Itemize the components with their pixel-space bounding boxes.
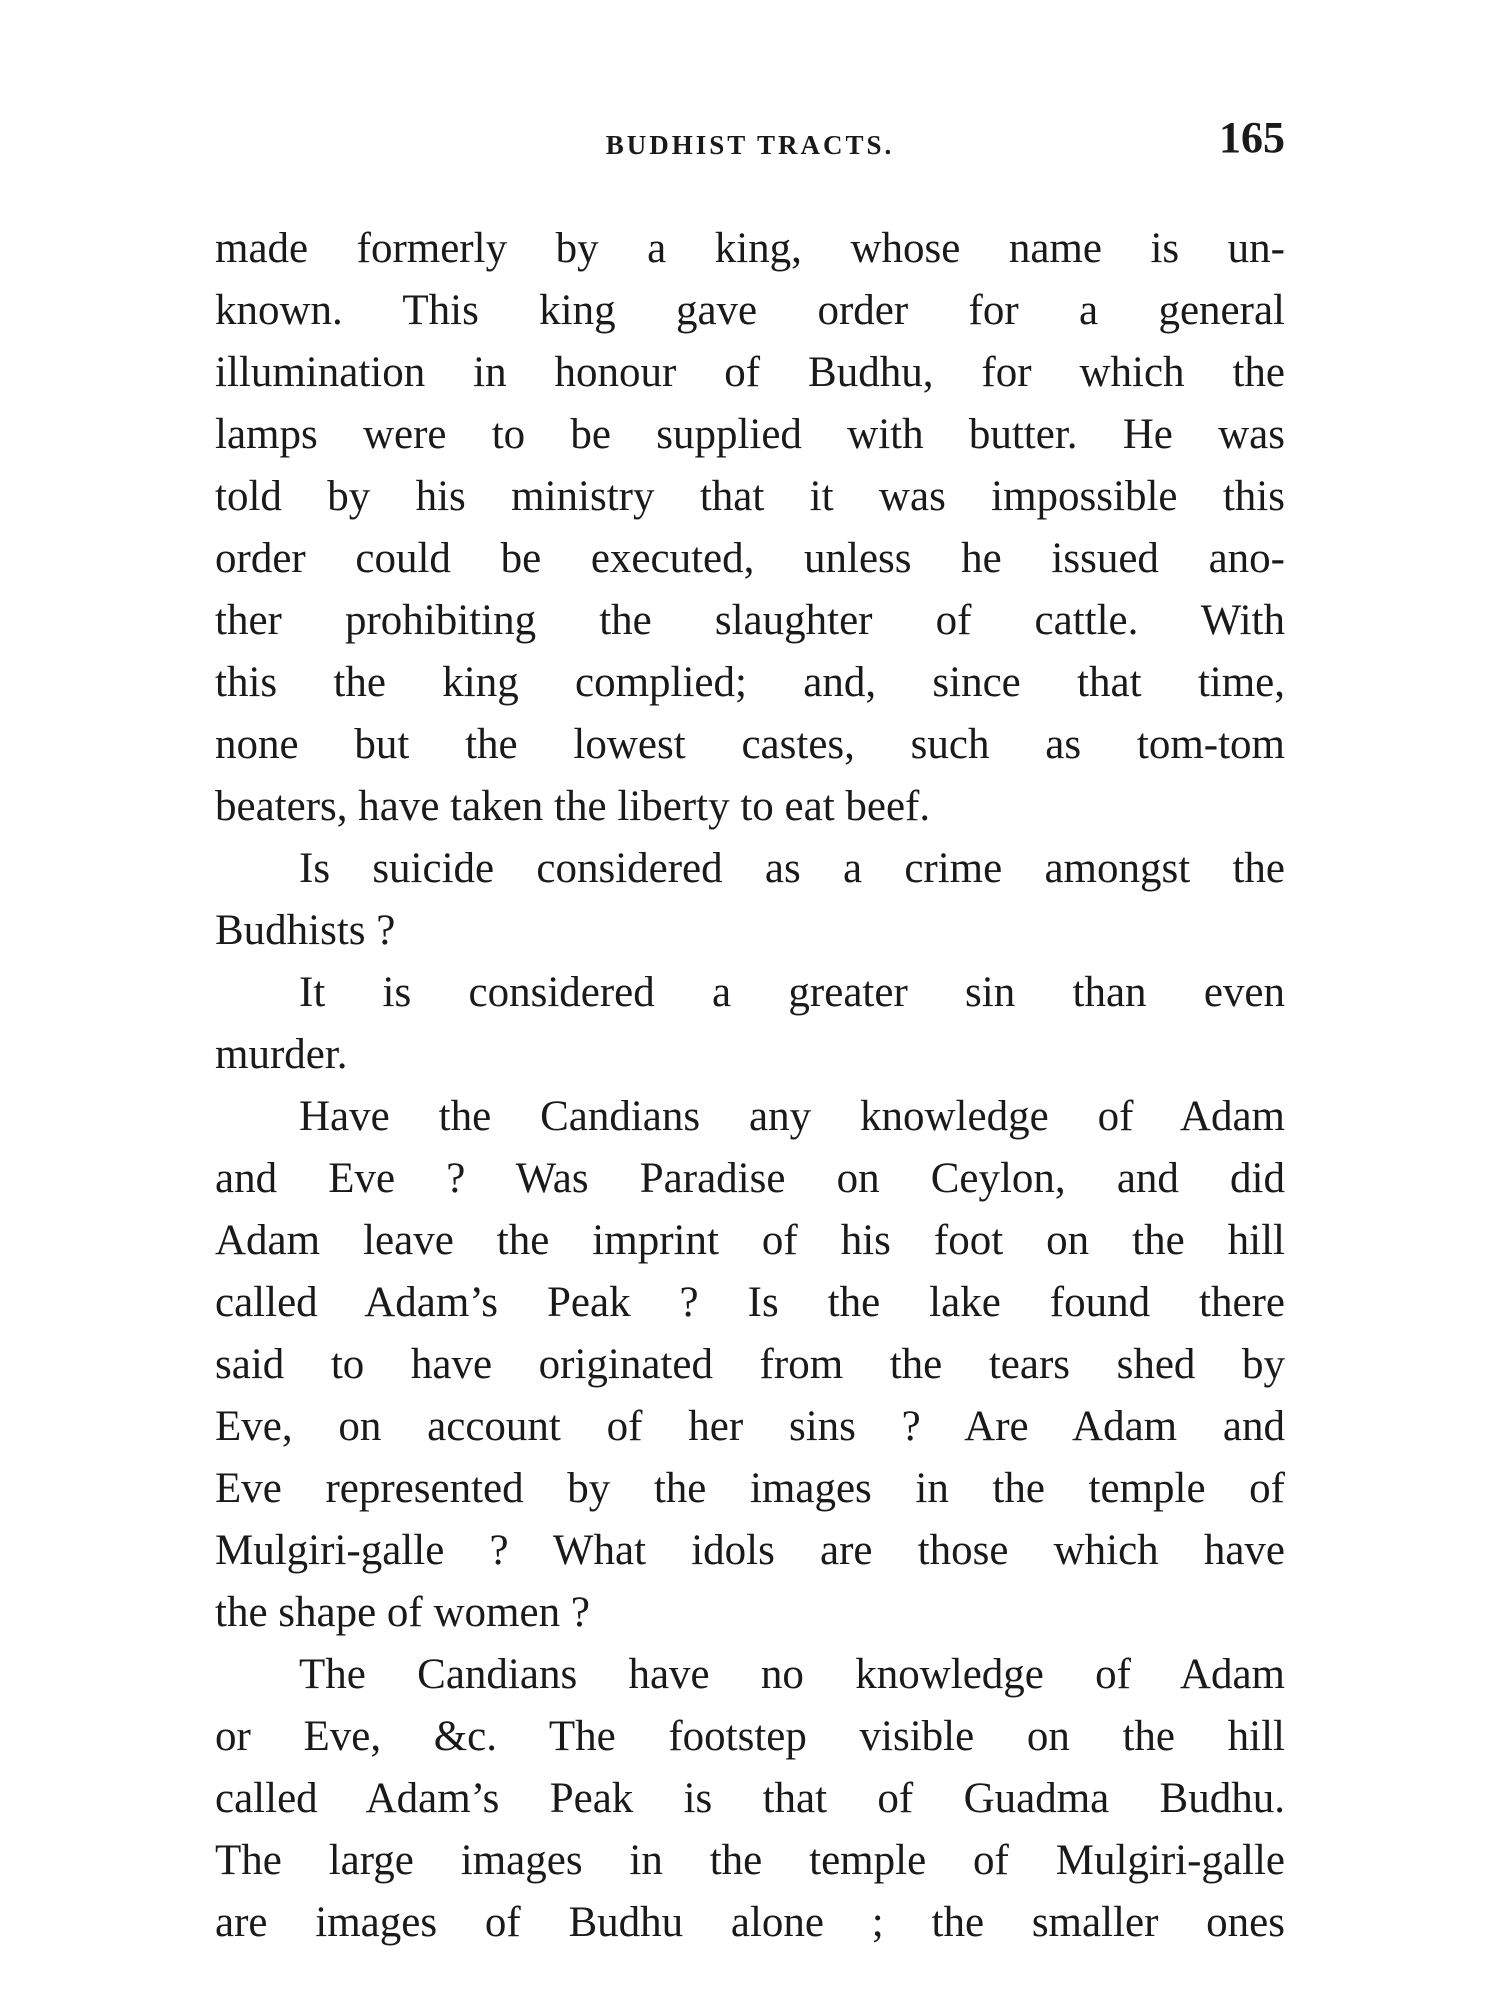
answer-line: or Eve, &c. The footstep visible on the hill: [215, 1713, 1285, 1760]
question-line: and Eve ? Was Paradise on Ceylon, and did: [215, 1155, 1285, 1202]
answer-line: are images of Budhu alone ; the smaller ones: [215, 1899, 1285, 1946]
question-line: said to have originated from the tears shed by: [215, 1341, 1285, 1388]
body-text: [215, 218, 1285, 1954]
question-line: the shape of women ?: [215, 1589, 590, 1636]
question-line: Budhists ?: [215, 907, 396, 954]
text-line: told by his ministry that it was impossible this: [215, 473, 1285, 520]
text-line: this the king complied; and, since that time,: [215, 659, 1285, 706]
answer-line: murder.: [215, 1031, 348, 1078]
answer-line: The Candians have no knowledge of Adam: [299, 1651, 1285, 1698]
question-line: Eve, on account of her sins ? Are Adam and: [215, 1403, 1285, 1450]
text-line: order could be executed, unless he issued ano-: [215, 535, 1285, 582]
question-line: called Adam’s Peak ? Is the lake found there: [215, 1279, 1285, 1326]
text-line: ther prohibiting the slaughter of cattle. With: [215, 597, 1285, 644]
question-line: Eve represented by the images in the temple of: [215, 1465, 1285, 1512]
question-line: Mulgiri-galle ? What idols are those which have: [215, 1527, 1285, 1574]
page-number: 165: [1219, 113, 1285, 162]
running-head: [215, 112, 1285, 162]
question-line: Have the Candians any knowledge of Adam: [299, 1093, 1285, 1140]
text-line: made formerly by a king, whose name is un-: [215, 225, 1285, 272]
answer-line: The large images in the temple of Mulgiri-galle: [215, 1837, 1285, 1884]
question-line: Adam leave the imprint of his foot on the hill: [215, 1217, 1285, 1264]
text-line: none but the lowest castes, such as tom-tom: [215, 721, 1285, 768]
running-title: BUDHIST TRACTS.: [605, 130, 895, 160]
text-line: lamps were to be supplied with butter. He was: [215, 411, 1285, 458]
text-line: known. This king gave order for a general: [215, 287, 1285, 334]
answer-line: called Adam’s Peak is that of Guadma Budhu.: [215, 1775, 1285, 1822]
question-line: Is suicide considered as a crime amongst the: [299, 845, 1285, 892]
text-line: illumination in honour of Budhu, for which the: [215, 349, 1285, 396]
text-line: beaters, have taken the liberty to eat beef.: [215, 783, 931, 830]
answer-line: It is considered a greater sin than even: [299, 969, 1285, 1016]
